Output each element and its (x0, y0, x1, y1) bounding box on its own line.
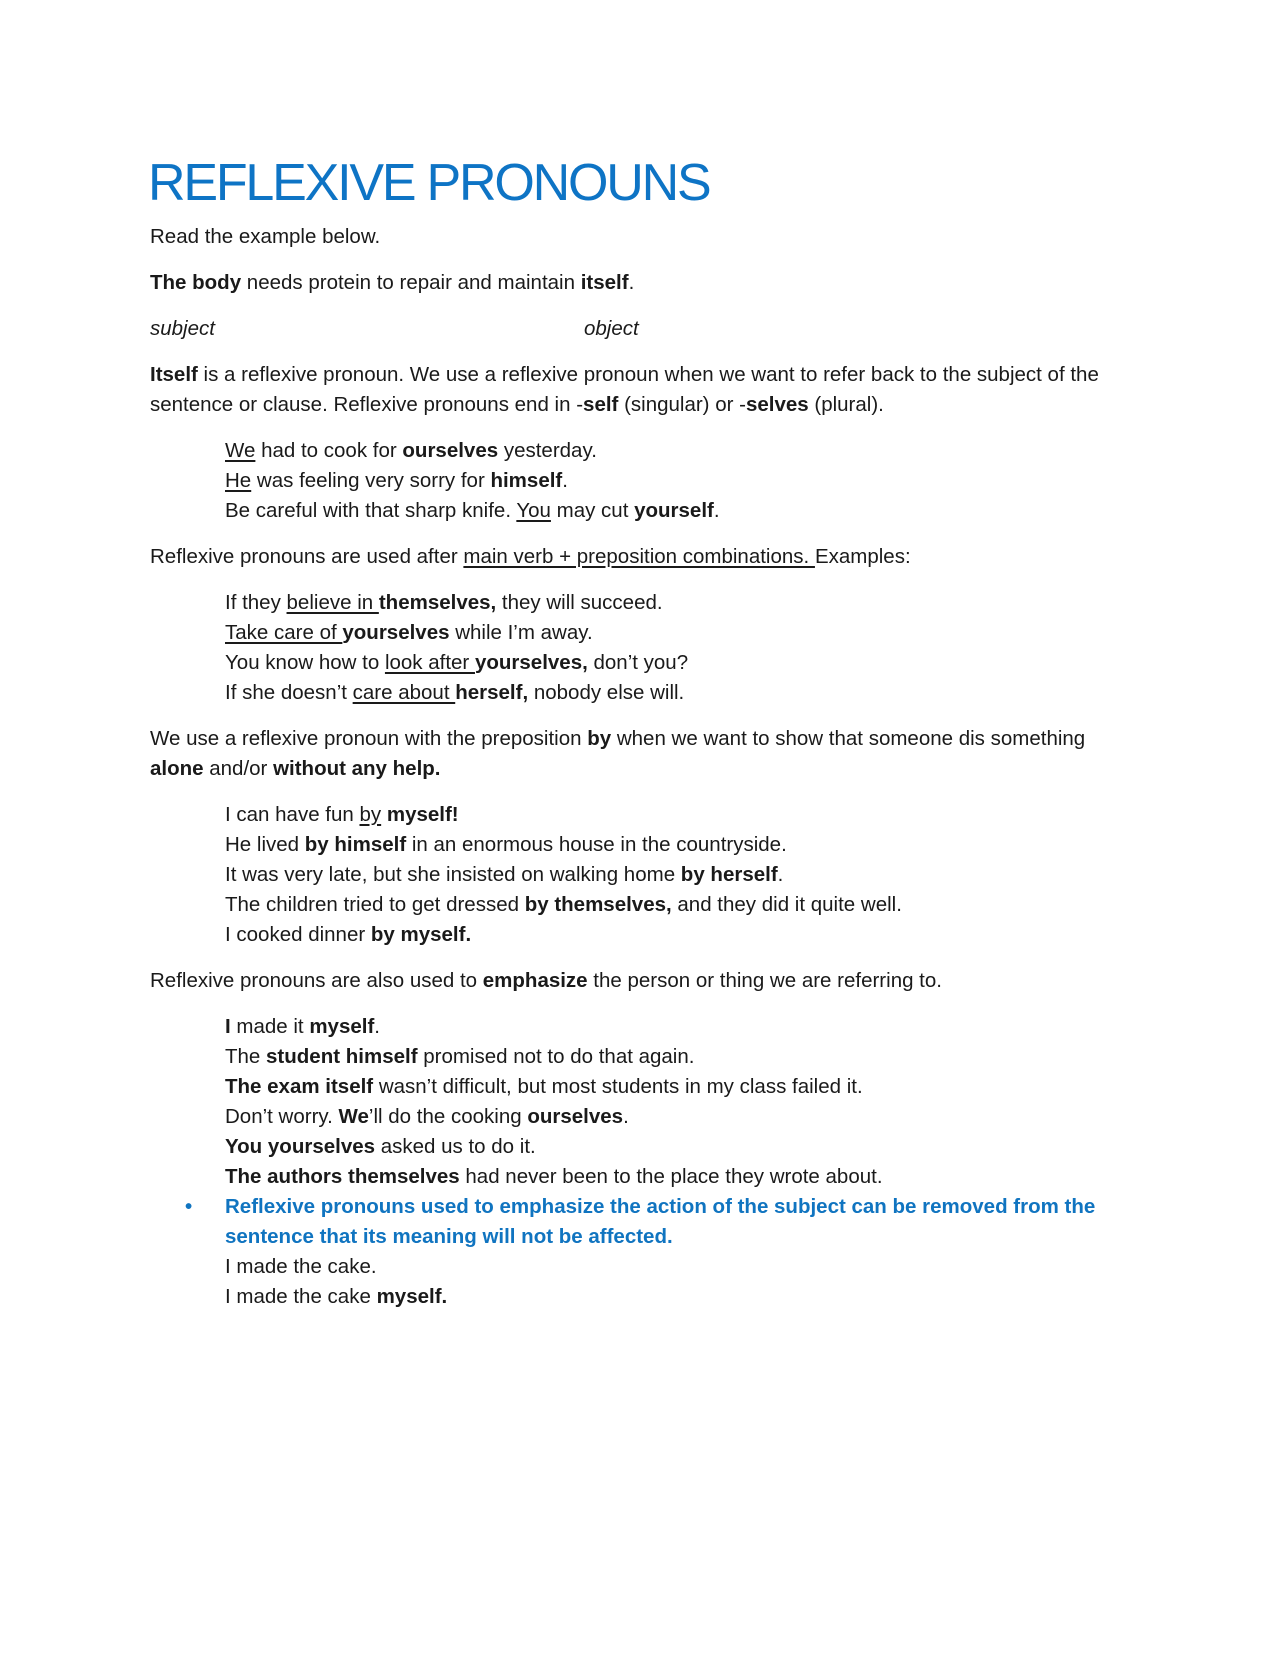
final-examples (225, 1252, 1140, 1312)
example-group-3 (225, 800, 1140, 950)
example-line: I cooked dinner by myself. (225, 923, 472, 946)
example-line: Don’t worry. We’ll do the cooking ourselves. (225, 1105, 629, 1128)
verb-preposition-paragraph: Reflexive pronouns are used after main verb + preposition combinations. Examples: (150, 545, 911, 568)
example-line: You know how to look after yourselves, don’t you? (225, 651, 689, 674)
intro-text: Read the example below. (150, 225, 381, 248)
example-line: If they believe in themselves, they will succeed. (225, 591, 663, 614)
example-line: It was very late, but she insisted on walking home by herself. (225, 863, 784, 886)
object-label: object (584, 317, 639, 340)
example-line: I made the cake myself. (225, 1285, 448, 1308)
example-object: itself (580, 271, 629, 294)
example-line: Be careful with that sharp knife. You may cut yourself. (225, 499, 720, 522)
example-sentence: The body needs protein to repair and maintain itself. (150, 271, 635, 294)
example-group-1 (225, 436, 1140, 526)
example-line: The authors themselves had never been to the place they wrote about. (225, 1165, 883, 1188)
emphasize-paragraph: Reflexive pronouns are also used to emphasize the person or thing we are referring to. (150, 969, 942, 992)
emphasis-note (185, 1192, 1140, 1252)
bullet-icon: • (185, 1195, 193, 1218)
example-line: If she doesn’t care about herself, nobody else will. (225, 681, 685, 704)
example-line: He was feeling very sorry for himself. (225, 469, 568, 492)
example-subject: The body (150, 271, 242, 294)
example-line: The student himself promised not to do that again. (225, 1045, 695, 1068)
emphasis-note-text: Reflexive pronouns used to emphasize the action of the subject can be removed from the sentence that its meaning will not be affected. (225, 1195, 1096, 1248)
example-line: I can have fun by myself! (225, 803, 459, 826)
page-title: REFLEXIVE PRONOUNS (148, 154, 710, 212)
example-group-2 (225, 588, 1140, 708)
subject-object-labels (150, 314, 1140, 344)
example-line: He lived by himself in an enormous house in the countryside. (225, 833, 787, 856)
example-line: I made it myself. (225, 1015, 380, 1038)
subject-label: subject (150, 317, 215, 340)
example-line: You yourselves asked us to do it. (225, 1135, 536, 1158)
example-line: The exam itself wasn’t difficult, but most students in my class failed it. (225, 1075, 863, 1098)
example-line: I made the cake. (225, 1255, 377, 1278)
example-line: The children tried to get dressed by themselves, and they did it quite well. (225, 893, 902, 916)
example-group-4 (225, 1012, 1140, 1192)
example-line: Take care of yourselves while I’m away. (225, 621, 593, 644)
explanation-paragraph: Itself is a reflexive pronoun. We use a reflexive pronoun when we want to refer back to the subject of the sentence or clause. Reflexive pronouns end in -self (singular) or -selves (plural). (150, 363, 1099, 416)
example-line: We had to cook for ourselves yesterday. (225, 439, 597, 462)
by-preposition-paragraph: We use a reflexive pronoun with the preposition by when we want to show that someone dis something alone and/or without any help. (150, 727, 1086, 780)
